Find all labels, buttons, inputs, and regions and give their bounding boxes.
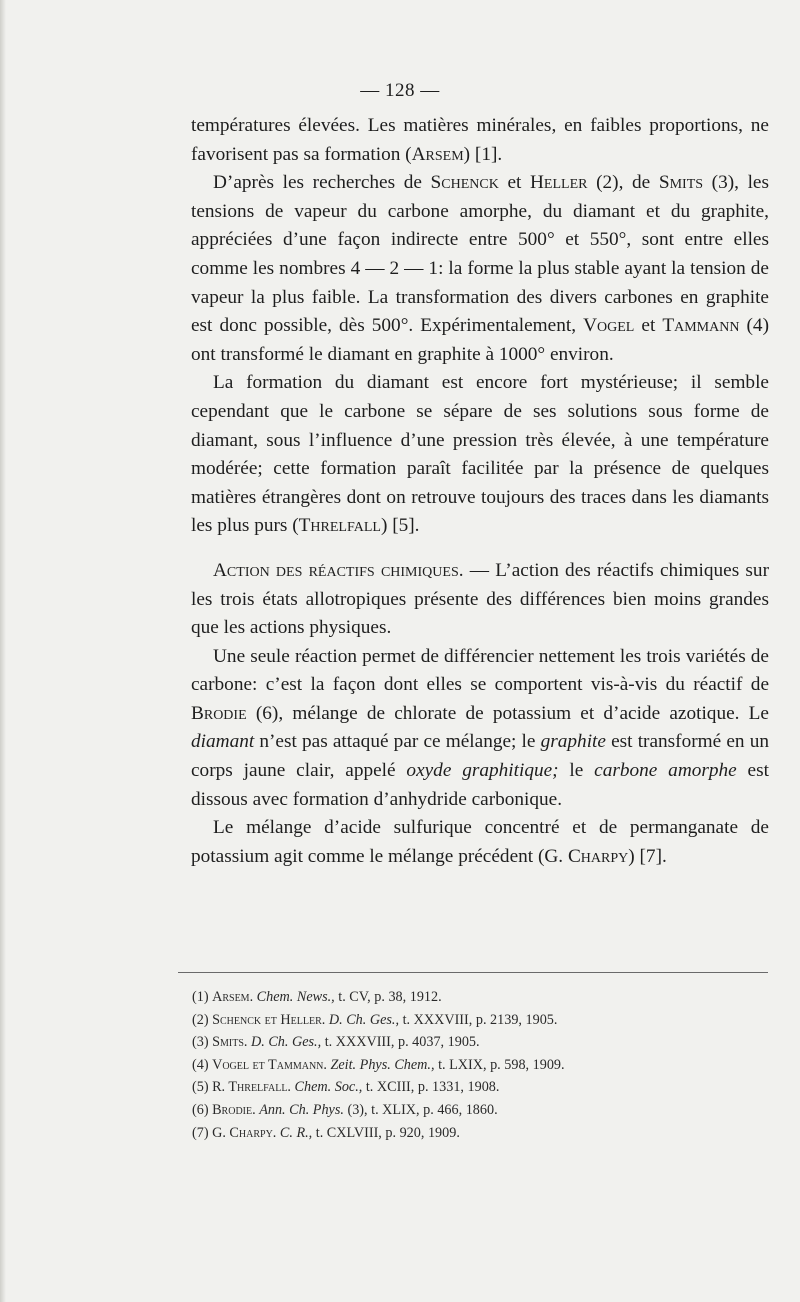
author-name: Schenck <box>430 172 499 194</box>
footnote: (5) R. Threlfall. Chem. Soc., t. XCIII, p. 1331, 1908. <box>192 1079 500 1096</box>
footnotes <box>192 986 772 1144</box>
footnote: (3) Smits. D. Ch. Ges., t. XXXVIII, p. 4037, 1905. <box>192 1034 480 1051</box>
body-text <box>191 112 769 871</box>
emphasis: oxyde graphitique; <box>406 760 559 782</box>
paragraph-2: D’après les recherches de Schenck et Heller (2), de Smits (3), les tensions de vapeur du carbone amorphe, du diamant et du graphite, appréciées d’une façon indirecte entre 500° et 550°, sont entre elles comme les nombres 4 — 2 — 1: la forme la plus stable ayant la tension de vapeur la plus faible. La transformation des divers carbones en graphite est donc possible, dès 500°. Expérimentalement, Vogel et Tammann (4) ont transformé le diamant en graphite à 1000° environ. <box>191 172 769 365</box>
footnote: (2) Schenck et Heller. D. Ch. Ges., t. XXXVIII, p. 2139, 1905. <box>192 1011 558 1028</box>
page-number: — 128 — <box>360 80 440 101</box>
footnote-separator <box>178 972 768 973</box>
author-name: Heller <box>530 172 588 194</box>
author-name: Tammann <box>662 315 740 337</box>
author-name: Charpy <box>567 845 629 867</box>
emphasis: carbone amorphe <box>594 760 737 782</box>
author-name: Arsem <box>411 143 464 165</box>
page-gutter-shadow <box>0 0 6 1302</box>
footnote: (6) Brodie. Ann. Ch. Phys. (3), t. XLIX, p. 466, 1860. <box>192 1101 498 1118</box>
emphasis: diamant <box>191 731 255 753</box>
author-name: Threlfall <box>298 515 381 537</box>
paragraph-3: La formation du diamant est encore fort mystérieuse; il semble cependant que le carbone se sépare de ses solutions sous forme de diamant, sous l’influence d’une pression très élevée, à une température modérée; cette formation paraît facilitée par la présence de quelques matières étrangères dont on retrouve toujours des traces dans les diamants les plus purs (Threlfall) [5]. <box>191 372 769 537</box>
paragraph-4: Action des réactifs chimiques. — L’action des réactifs chimiques sur les trois états allotropiques présente des différences bien moins grandes que les actions physiques. <box>191 559 769 639</box>
footnote: (1) Arsem. Chem. News., t. CV, p. 38, 1912. <box>192 989 442 1005</box>
footnote: (4) Vogel et Tammann. Zeit. Phys. Chem., t. LXIX, p. 598, 1909. <box>192 1056 565 1073</box>
section-heading: Action des réactifs chimiques. <box>213 559 464 581</box>
paragraph-6: Le mélange d’acide sulfurique concentré et de permanganate de potassium agit comme le mélange précédent (G. Charpy) [7]. <box>191 817 769 867</box>
footnote: (7) G. Charpy. C. R., t. CXLVIII, p. 920, 1909. <box>192 1124 460 1141</box>
paragraph-1: températures élevées. Les matières minérales, en faibles proportions, ne favorisent pas sa formation (Arsem) [1]. <box>191 115 769 165</box>
paragraph-5: Une seule réaction permet de différencier nettement les trois variétés de carbone: c’est la façon dont elles se comportent vis-à-vis du réactif de Brodie (6), mélange de chlorate de potassium et d’acide azotique. Le diamant n’est pas attaqué par ce mélange; le graphite est transformé en un corps jaune clair, appelé oxyde graphitique; le carbone amorphe est dissous avec formation d’anhydride carbonique. <box>191 645 770 810</box>
author-name: Brodie <box>191 702 247 724</box>
author-name: Vogel <box>583 315 635 337</box>
emphasis: graphite <box>540 731 606 753</box>
author-name: Smits <box>658 172 704 194</box>
